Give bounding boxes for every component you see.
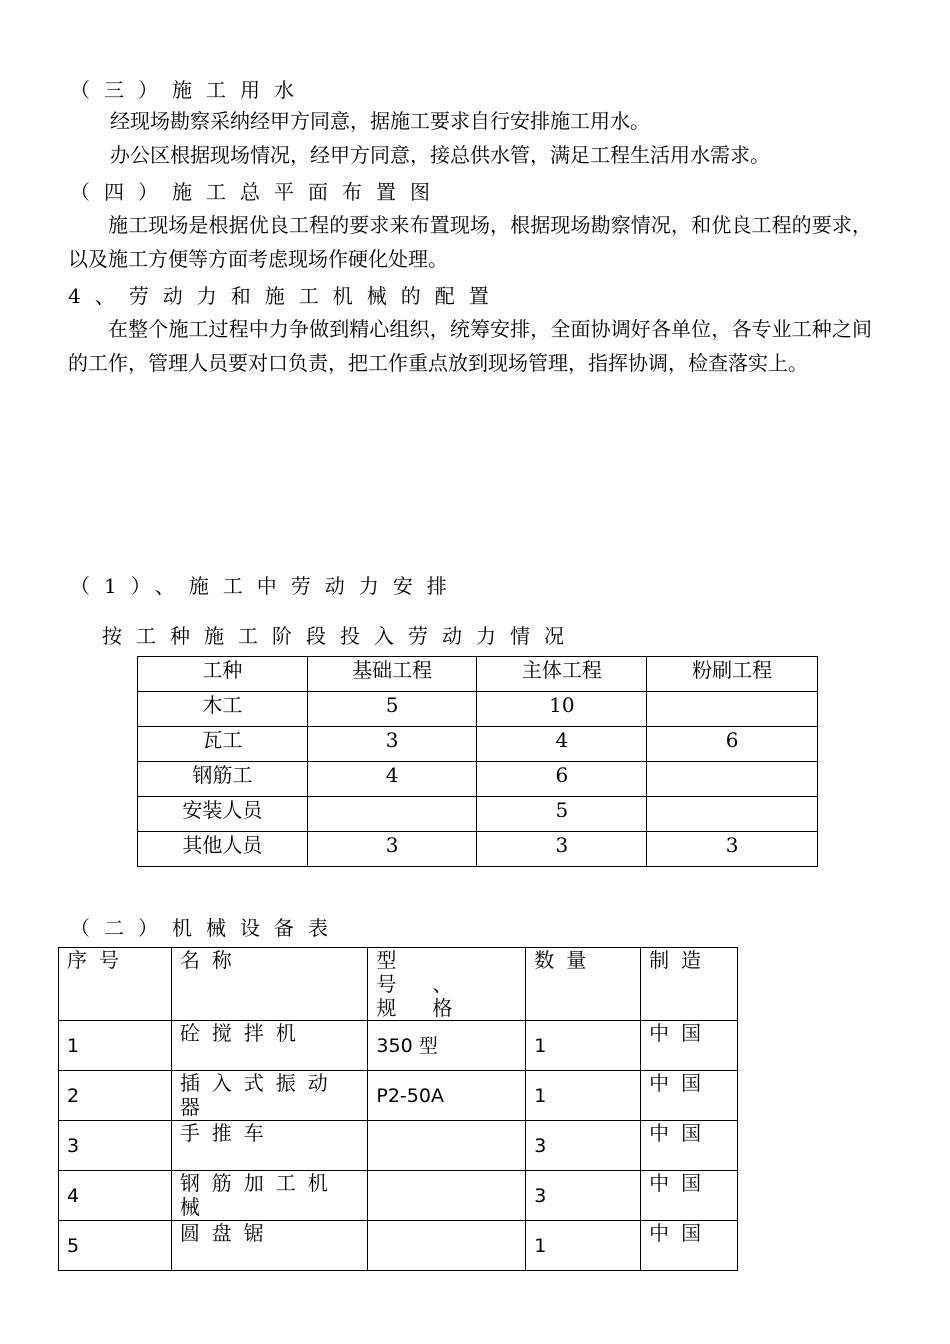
section-labor-machine-heading: 4、劳动力和施工机械的配置 bbox=[68, 284, 503, 308]
labor-header-cell: 工种 bbox=[138, 657, 308, 692]
machine-cell: 2 bbox=[59, 1071, 172, 1121]
machine-cell bbox=[368, 1221, 526, 1271]
machine-cell: 1 bbox=[59, 1021, 172, 1071]
machine-cell: 中国 bbox=[641, 1021, 738, 1071]
labor-header-cell: 基础工程 bbox=[307, 657, 477, 692]
machine-header-cell: 序号 bbox=[59, 948, 172, 1021]
labor-cell: 3 bbox=[647, 832, 818, 867]
machine-cell bbox=[368, 1121, 526, 1171]
labor-cell: 3 bbox=[307, 727, 477, 762]
table-row bbox=[138, 692, 818, 727]
labor-cell: 4 bbox=[477, 727, 647, 762]
labor-cell: 3 bbox=[477, 832, 647, 867]
machine-cell: 3 bbox=[59, 1121, 172, 1171]
table-row bbox=[138, 832, 818, 867]
labor-cell: 钢筋工 bbox=[138, 762, 308, 797]
machine-cell: 1 bbox=[526, 1071, 641, 1121]
table-row bbox=[59, 1121, 738, 1171]
labor-machine-paragraph: 在整个施工过程中力争做到精心组织，统筹安排，全面协调好各单位，各专业工种之间的工作，管理人员要对口负责，把工作重点放到现场管理，指挥协调，检查落实上。 bbox=[68, 317, 872, 375]
labor-cell: 瓦工 bbox=[138, 727, 308, 762]
labor-cell bbox=[647, 692, 818, 727]
table-row bbox=[138, 797, 818, 832]
machine-cell: 钢筋加工机械 bbox=[171, 1171, 368, 1221]
machine-heading: （二）机械设备表 bbox=[70, 916, 342, 940]
labor-header-cell: 主体工程 bbox=[477, 657, 647, 692]
machine-cell: 1 bbox=[526, 1221, 641, 1271]
water-paragraph-1: 经现场勘察采纳经甲方同意，据施工要求自行安排施工用水。 bbox=[110, 109, 650, 133]
machine-cell: P2-50A bbox=[368, 1071, 526, 1121]
machine-cell: 3 bbox=[526, 1121, 641, 1171]
labor-cell: 6 bbox=[647, 727, 818, 762]
machine-header-cell: 名称 bbox=[171, 948, 368, 1021]
machine-table bbox=[58, 947, 738, 1271]
labor-table-caption: 按工种施工阶段投入劳动力情况 bbox=[102, 624, 578, 648]
machine-cell: 插入式振动器 bbox=[171, 1071, 368, 1121]
labor-cell bbox=[307, 797, 477, 832]
table-row bbox=[59, 1221, 738, 1271]
labor-cell: 木工 bbox=[138, 692, 308, 727]
machine-cell: 中国 bbox=[641, 1221, 738, 1271]
machine-header-cell: 数量 bbox=[526, 948, 641, 1021]
layout-paragraph: 施工现场是根据优良工程的要求来布置现场，根据现场勘察情况，和优良工程的要求，以及施工方便等方面考虑现场作硬化处理。 bbox=[68, 213, 872, 271]
table-row bbox=[59, 1071, 738, 1121]
table-row bbox=[59, 1171, 738, 1221]
machine-cell: 圆盘锯 bbox=[171, 1221, 368, 1271]
machine-cell: 1 bbox=[526, 1021, 641, 1071]
labor-cell: 5 bbox=[307, 692, 477, 727]
machine-table-header-row bbox=[59, 948, 738, 1021]
water-paragraph-2: 办公区根据现场情况，经甲方同意，接总供水管，满足工程生活用水需求。 bbox=[110, 143, 770, 167]
machine-header-cell: 制造 bbox=[641, 948, 738, 1021]
machine-cell: 350 型 bbox=[368, 1021, 526, 1071]
machine-cell: 中国 bbox=[641, 1171, 738, 1221]
section-water-heading: （三）施工用水 bbox=[70, 78, 308, 102]
section-layout-heading: （四）施工总平面布置图 bbox=[70, 180, 444, 204]
table-row bbox=[59, 1021, 738, 1071]
table-row bbox=[138, 727, 818, 762]
labor-cell: 10 bbox=[477, 692, 647, 727]
machine-cell: 手推车 bbox=[171, 1121, 368, 1171]
labor-cell bbox=[647, 797, 818, 832]
labor-cell: 安装人员 bbox=[138, 797, 308, 832]
labor-cell: 其他人员 bbox=[138, 832, 308, 867]
labor-cell: 3 bbox=[307, 832, 477, 867]
labor-table-header-row bbox=[138, 657, 818, 692]
machine-cell bbox=[368, 1171, 526, 1221]
machine-cell: 4 bbox=[59, 1171, 172, 1221]
machine-cell: 3 bbox=[526, 1171, 641, 1221]
machine-cell: 砼搅拌机 bbox=[171, 1021, 368, 1071]
labor-table bbox=[137, 656, 818, 867]
labor-cell bbox=[647, 762, 818, 797]
table-row bbox=[138, 762, 818, 797]
machine-header-cell: 型号、规格 bbox=[368, 948, 526, 1021]
machine-cell: 5 bbox=[59, 1221, 172, 1271]
machine-cell: 中国 bbox=[641, 1121, 738, 1171]
labor-cell: 4 bbox=[307, 762, 477, 797]
machine-cell: 中国 bbox=[641, 1071, 738, 1121]
labor-cell: 6 bbox=[477, 762, 647, 797]
labor-heading: （1）、施工中劳动力安排 bbox=[70, 574, 461, 598]
labor-cell: 5 bbox=[477, 797, 647, 832]
labor-header-cell: 粉刷工程 bbox=[647, 657, 818, 692]
